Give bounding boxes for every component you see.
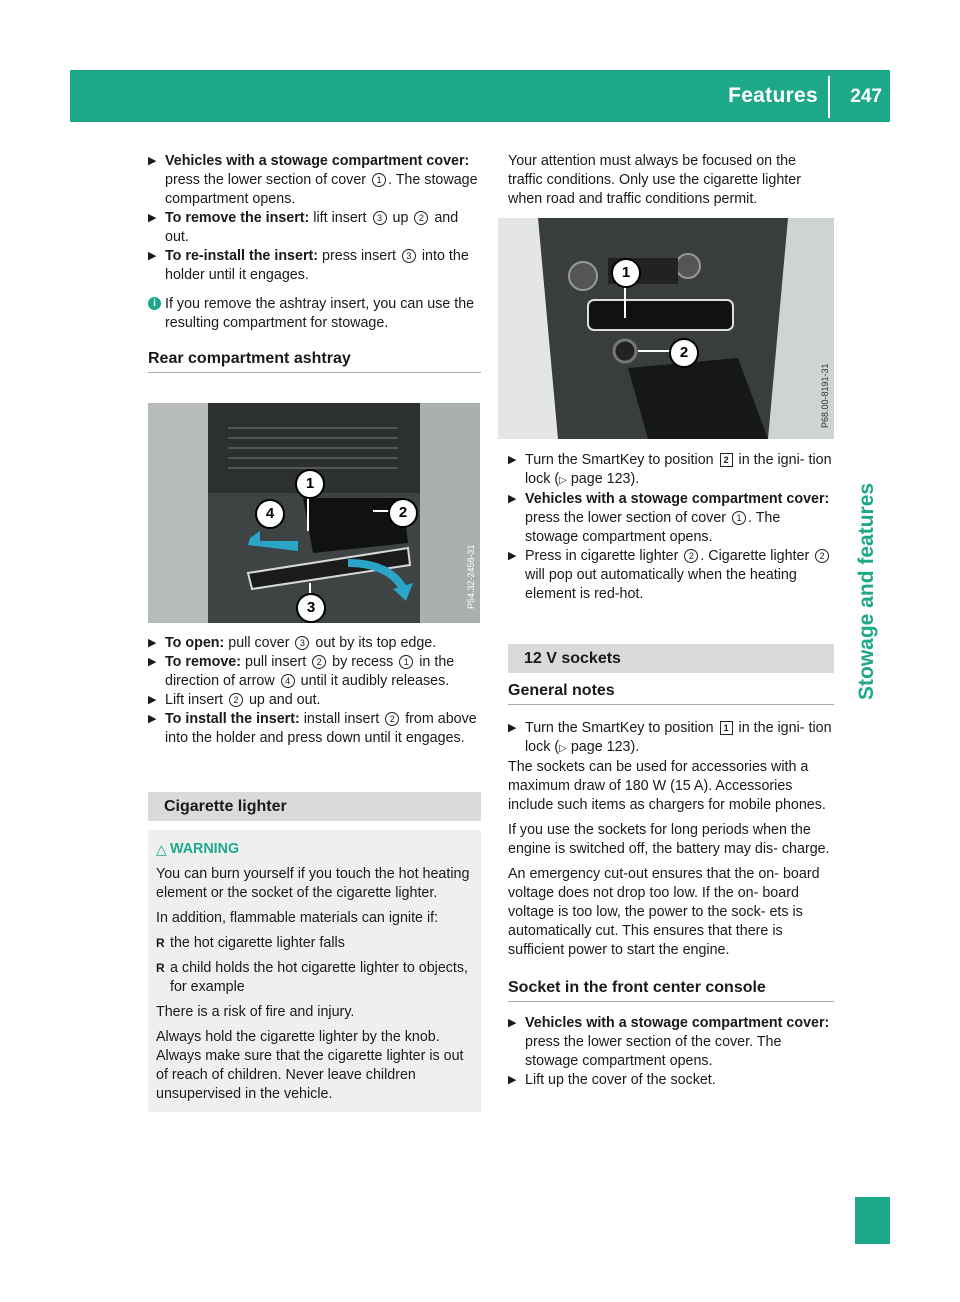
- warning-triangle-icon: △: [156, 841, 167, 857]
- callout-1: 1: [611, 258, 641, 288]
- socket-heading: Socket in the front center console: [508, 978, 834, 1002]
- callout-ref: 2: [684, 549, 698, 563]
- instruction-step: ▶ Vehicles with a stowage compartment cover: press the lower section of the cover. The stowage compartment opens.: [508, 1015, 830, 1069]
- warning-text-4: Always hold the cigarette lighter by the knob. Always make sure that the cigarette lighter is out of reach of children. Never leave children unsupervised in the vehicle.: [156, 1029, 464, 1102]
- warning-bullet: R the hot cigarette lighter falls: [156, 934, 473, 953]
- callout-2: 2: [669, 338, 699, 368]
- callout-1: 1: [295, 469, 325, 499]
- step-label: Vehicles with a stowage compartment cover:: [165, 153, 470, 169]
- callout-ref: 3: [373, 211, 387, 225]
- callout-ref: 2: [414, 211, 428, 225]
- step-label: Vehicles with a stowage compartment cover:: [525, 491, 830, 507]
- instruction-step: ▶ Vehicles with a stowage compartment cover: press the lower section of cover 1 . The stowage compartment opens.: [148, 153, 478, 207]
- callout-ref: 4: [281, 674, 295, 688]
- warning-text-1: You can burn yourself if you touch the hot heating element or the socket of the cigarette lighter.: [156, 866, 470, 901]
- warning-text-3: There is a risk of fire and injury.: [156, 1004, 355, 1020]
- paragraph: If you use the sockets for long periods when the engine is switched off, the battery may dis- charge.: [508, 822, 830, 857]
- steps-socket: [508, 1014, 834, 1090]
- step-label: To open:: [165, 635, 225, 651]
- step-arrow-icon: ▶: [148, 694, 157, 706]
- step-arrow-icon: ▶: [508, 1074, 517, 1086]
- steps-rear: [148, 634, 481, 748]
- warning-text-2: In addition, flammable materials can ignite if:: [156, 910, 439, 926]
- step-label: To remove the insert:: [165, 210, 310, 226]
- info-note: [148, 295, 481, 333]
- left-column: [148, 152, 481, 373]
- warning-bullet: R a child holds the hot cigarette lighter to objects, for example: [156, 959, 473, 997]
- key-position-marker: 1: [720, 721, 733, 735]
- instruction-step: ▶ Lift insert 2 up and out.: [148, 692, 321, 708]
- cigarette-heading: Cigarette lighter: [148, 792, 481, 821]
- instruction-step: ▶ To re-install the insert: press insert 3 into the holder until it engages.: [148, 248, 469, 283]
- rear-heading: Rear compartment ashtray: [148, 349, 481, 373]
- step-arrow-icon: ▶: [148, 250, 157, 262]
- callout-ref: 1: [399, 655, 413, 669]
- intro-text: Your attention must always be focused on the traffic conditions. Only use the cigarette lighter when road and traffic conditions permit.: [508, 153, 801, 207]
- steps-general: [508, 719, 834, 758]
- step-label: To re-install the insert:: [165, 248, 319, 264]
- steps-cigarette: [508, 451, 834, 604]
- rear-ashtray-image: [148, 403, 480, 623]
- key-position-marker: 2: [720, 453, 733, 467]
- paragraph: An emergency cut-out ensures that the on- board voltage does not drop too low. If the on- board voltage is too low, the power to the sock- ets is automatically cut. This ensures that there is sufficient power to start the engine.: [508, 866, 820, 958]
- front-console-illustration: [498, 218, 834, 439]
- callout-ref: 3: [402, 249, 416, 263]
- step-arrow-icon: ▶: [508, 493, 517, 505]
- instruction-step: ▶ Lift up the cover of the socket.: [508, 1072, 716, 1088]
- warning-header: [156, 840, 473, 859]
- page-ref-icon: ▷: [559, 475, 567, 486]
- rear-ashtray-illustration: [148, 403, 480, 623]
- sockets-heading: 12 V sockets: [508, 644, 834, 673]
- step-arrow-icon: ▶: [148, 656, 157, 668]
- section-title: Features: [728, 84, 818, 107]
- instruction-step: ▶ Press in cigarette lighter 2 . Cigarette lighter 2 will pop out automatically when the heating element is red-hot.: [508, 547, 834, 604]
- callout-2: 2: [388, 498, 418, 528]
- instruction-step: ▶ To install the insert: install insert 2 from above into the holder and press down until it engages.: [148, 711, 477, 746]
- warning-box: [148, 830, 481, 1112]
- side-tab-marker: [855, 1197, 890, 1244]
- callout-ref: 2: [312, 655, 326, 669]
- general-notes-heading: General notes: [508, 681, 834, 705]
- callout-ref: 2: [385, 712, 399, 726]
- paragraph: The sockets can be used for accessories with a maximum draw of 180 W (15 A). Accessories include such items as chargers for mobile phones.: [508, 759, 826, 813]
- front-console-image: [498, 218, 834, 439]
- instruction-step: ▶ To remove: pull insert 2 by recess 1 in the direction of arrow 4 until it audibly releases.: [148, 654, 455, 689]
- steps-top: [148, 152, 481, 285]
- header-separator: [828, 76, 830, 118]
- info-note-text: If you remove the ashtray insert, you can use the resulting compartment for stowage.: [165, 296, 475, 331]
- callout-4: 4: [255, 499, 285, 529]
- callout-ref: 1: [732, 511, 746, 525]
- callout-ref: 1: [372, 173, 386, 187]
- step-arrow-icon: ▶: [508, 550, 517, 562]
- callout-ref: 3: [295, 636, 309, 650]
- right-column: [508, 152, 834, 209]
- info-icon: i: [148, 297, 161, 310]
- page-header: [70, 70, 890, 122]
- left-column-lower: [148, 634, 481, 1112]
- page-number: 247: [850, 86, 882, 107]
- warning-title: WARNING: [170, 841, 240, 857]
- image-code: P54.32-2458-31: [466, 544, 476, 609]
- step-arrow-icon: ▶: [508, 454, 517, 466]
- step-arrow-icon: ▶: [148, 212, 157, 224]
- instruction-step: ▶ Vehicles with a stowage compartment cover: press the lower section of cover 1 . The stowage compartment opens.: [508, 491, 830, 545]
- page-ref-icon: ▷: [559, 743, 567, 754]
- step-arrow-icon: ▶: [148, 713, 157, 725]
- step-arrow-icon: ▶: [148, 155, 157, 167]
- step-label: Vehicles with a stowage compartment cover:: [525, 1015, 830, 1031]
- step-label: To remove:: [165, 654, 242, 670]
- step-arrow-icon: ▶: [148, 637, 157, 649]
- callout-ref: 2: [815, 549, 829, 563]
- step-arrow-icon: ▶: [508, 722, 517, 734]
- callout-ref: 2: [229, 693, 243, 707]
- callout-3: 3: [296, 593, 326, 623]
- instruction-step: ▶ Turn the SmartKey to position 2 in the igni- tion lock (▷ page 123).: [508, 452, 832, 487]
- instruction-step: ▶ To open: pull cover 3 out by its top edge.: [148, 635, 437, 651]
- side-tab-label: Stowage and features: [855, 482, 878, 700]
- step-label: To install the insert:: [165, 711, 300, 727]
- right-column-lower: [508, 451, 834, 1090]
- instruction-step: ▶ Turn the SmartKey to position 1 in the igni- tion lock (▷ page 123).: [508, 720, 832, 755]
- image-code: P68.00-8191-31: [820, 363, 830, 428]
- instruction-step: ▶ To remove the insert: lift insert 3 up 2 and out.: [148, 210, 459, 245]
- step-arrow-icon: ▶: [508, 1017, 517, 1029]
